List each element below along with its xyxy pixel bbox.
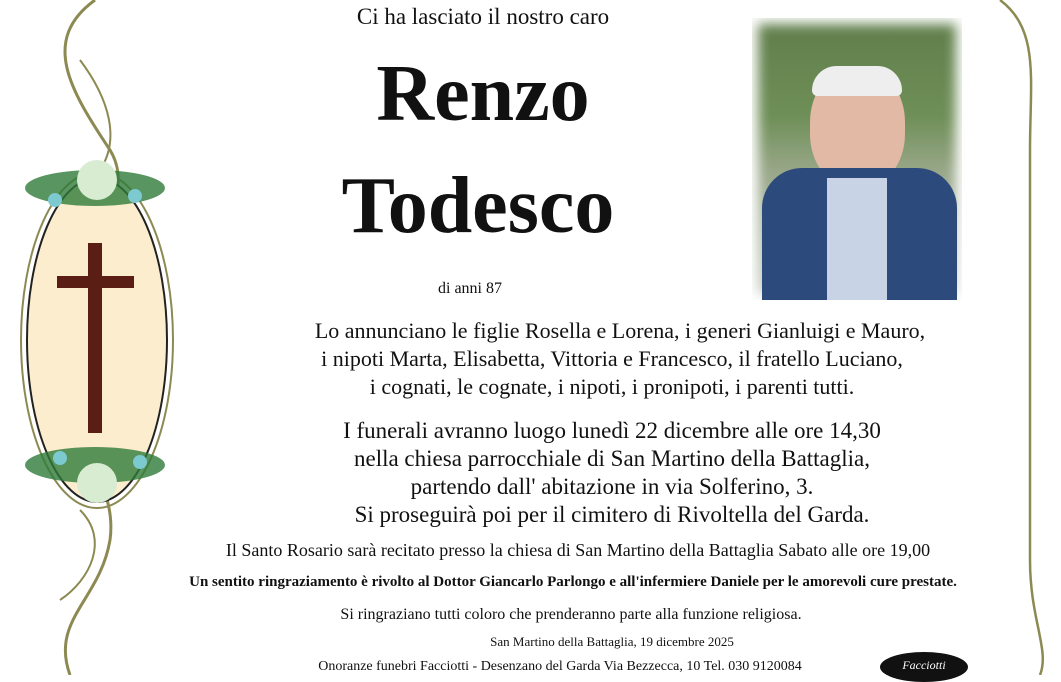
announcement-line: i cognati, le cognate, i nipoti, i pronipoti, i parenti tutti. <box>369 374 855 399</box>
funeral-home-logo <box>880 652 968 682</box>
funeral-home-text: Onoranze funebri Facciotti - Desenzano del Garda Via Bezzecca, 10 Tel. 030 9120084 <box>318 659 802 674</box>
announcement-line: Lo annunciano le figlie Rosella e Lorena, i generi Gianluigi e Mauro, <box>314 318 926 343</box>
first-name: Renzo <box>376 50 590 138</box>
thanks-doctor-text: Un sentito ringraziamento è rivolto al Dottor Giancarlo Parlongo e all'infermiere Daniele per le amorevoli cure prestate. <box>189 574 957 590</box>
last-name: Todesco <box>341 162 615 250</box>
place-date-text: San Martino della Battaglia, 19 dicembre 2025 <box>490 634 734 649</box>
deceased-photo <box>752 18 962 300</box>
logo-text: Facciotti <box>902 658 946 672</box>
funeral-line: nella chiesa parrocchiale di San Martino della Battaglia, <box>353 446 871 471</box>
intro-text: Ci ha lasciato il nostro caro <box>356 4 610 29</box>
flowers-top-icon <box>25 160 165 207</box>
thanks-all-text: Si ringraziano tutti coloro che prenderanno parte alla funzione religiosa. <box>340 606 802 623</box>
funeral-line: I funerali avranno luogo lunedì 22 dicembre alle ore 14,30 <box>343 418 881 443</box>
announcement-line: i nipoti Marta, Elisabetta, Vittoria e Francesco, il fratello Luciano, <box>321 346 903 371</box>
funeral-line: partendo dall' abitazione in via Solferino, 3. <box>410 474 814 499</box>
funeral-line: Si proseguirà poi per il cimitero di Rivoltella del Garda. <box>354 502 870 527</box>
flowers-bottom-icon <box>25 447 165 503</box>
rosary-text: Il Santo Rosario sarà recitato presso la chiesa di San Martino della Battaglia Sabato alle ore 19,00 <box>225 540 931 560</box>
age-text: di anni 87 <box>438 280 502 297</box>
